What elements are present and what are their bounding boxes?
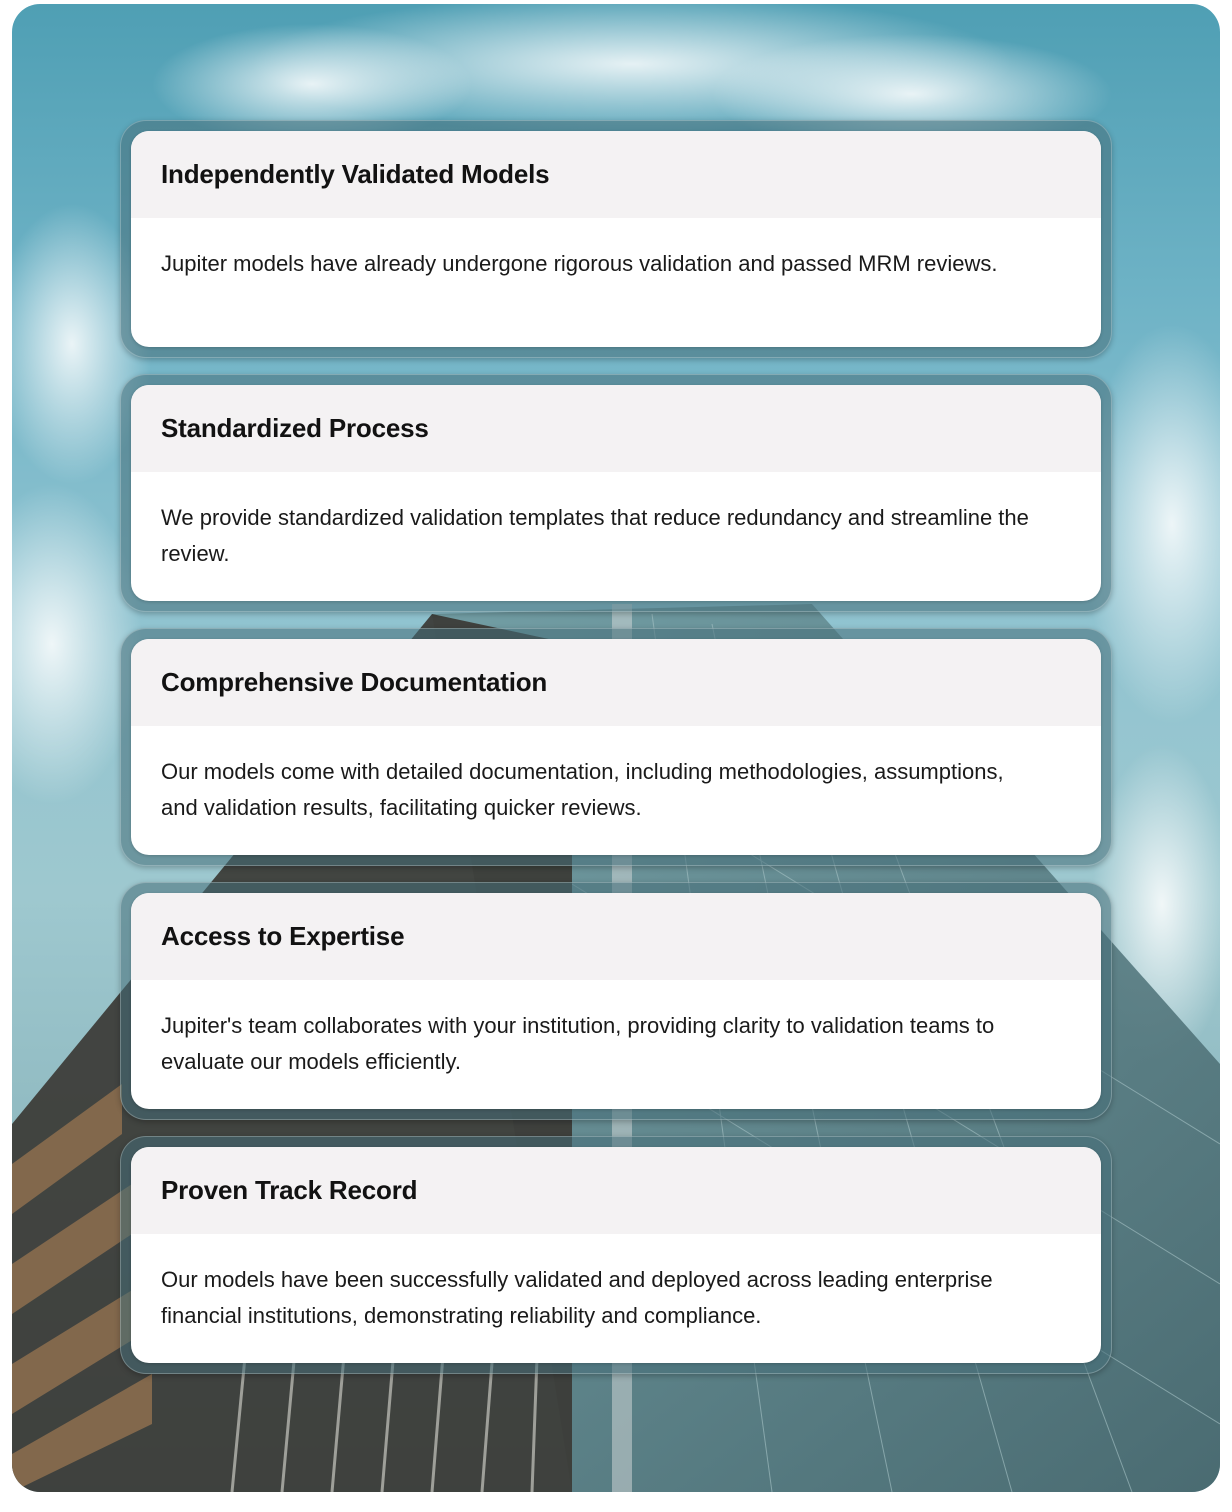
- feature-card-frame: [120, 882, 1112, 1120]
- feature-card-description: Jupiter's team collaborates with your institution, providing clarity to validation teams to evaluate our models efficiently.: [161, 1013, 995, 1074]
- feature-card-title: Access to Expertise: [131, 893, 1101, 980]
- feature-card-list: [120, 120, 1112, 1390]
- feature-card-description: Jupiter models have already undergone rigorous validation and passed MRM reviews.: [161, 251, 998, 276]
- feature-card-description: Our models have been successfully validated and deployed across leading enterprise financial institutions, demonstrating reliability and compliance.: [161, 1267, 993, 1328]
- feature-card-frame: [120, 628, 1112, 866]
- feature-card-title: Standardized Process: [131, 385, 1101, 472]
- feature-card-frame: [120, 120, 1112, 358]
- feature-card: [131, 131, 1101, 347]
- feature-card: [131, 893, 1101, 1109]
- feature-card-title: Comprehensive Documentation: [131, 639, 1101, 726]
- feature-card-description: Our models come with detailed documentation, including methodologies, assumptions, and validation results, facilitating quicker reviews.: [161, 759, 1004, 820]
- feature-card-description: We provide standardized validation templates that reduce redundancy and streamline the review.: [161, 505, 1029, 566]
- feature-card-frame: [120, 1136, 1112, 1374]
- background-photo-frame: [12, 4, 1220, 1492]
- feature-card-title: Independently Validated Models: [131, 131, 1101, 218]
- feature-card-frame: [120, 374, 1112, 612]
- feature-card: [131, 385, 1101, 601]
- feature-card: [131, 1147, 1101, 1363]
- feature-card-title: Proven Track Record: [131, 1147, 1101, 1234]
- feature-card: [131, 639, 1101, 855]
